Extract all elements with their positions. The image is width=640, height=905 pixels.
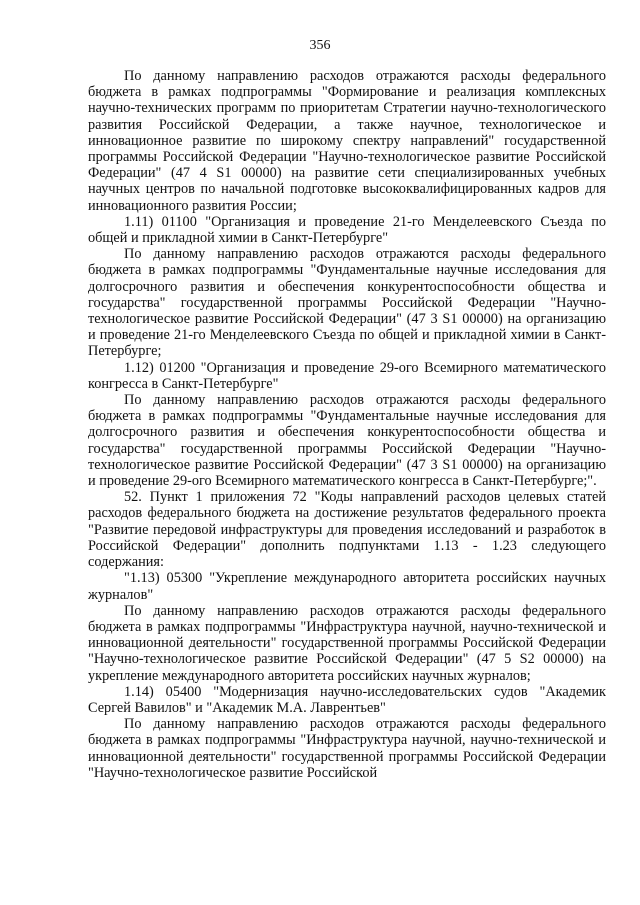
paragraph-expense-description-3: По данному направлению расходов отражаются расходы федерального бюджета в рамках подпрограммы "Фундаментальные научные исследования для долгосрочного развития и обеспечения конкурентоспособности общества и государства" государственной программы Российской Федерации "Научно-технологическое развитие Российской Федерации" (47 3 S1 00000) на организацию и проведение 29-ого Всемирного математического конгресса в Санкт-Петербурге;". [88,392,606,490]
subitem-1-12-heading: 1.12) 01200 "Организация и проведение 29-ого Всемирного математического конгресса в Санкт-Петербурге" [88,359,606,392]
page-number: 356 [309,38,331,53]
paragraph-expense-description-2: По данному направлению расходов отражаются расходы федерального бюджета в рамках подпрограммы "Фундаментальные научные исследования для долгосрочного развития и обеспечения конкурентоспособности общества и государства" государственной программы Российской Федерации "Научно-технологическое развитие Российской Федерации" (47 3 S1 00000) на организацию и проведение 21-го Менделеевского Съезда по общей и прикладной химии в Санкт-Петербурге; [88,246,606,360]
document-body [88,68,606,781]
subitem-1-14-heading: 1.14) 05400 "Модернизация научно-исследовательских судов "Академик Сергей Вавилов" и "Академик М.А. Лаврентьев" [88,683,606,716]
subitem-1-13-heading: "1.13) 05300 "Укрепление международного авторитета российских научных журналов" [88,570,606,603]
paragraph-expense-description-1: По данному направлению расходов отражаются расходы федерального бюджета в рамках подпрограммы "Формирование и реализация комплексных научно-технических программ по приоритетам Стратегии научно-технологического развития Российской Федерации, а также научное, технологическое и инновационное развитие по широкому спектру направлений" государственной программы Российской Федерации "Научно-технологическое развитие Российской Федерации" (47 4 S1 00000) на развитие сети специализированных учебных научных центров по начальной подготовке высококвалифицированных кадров для инновационного развития России; [88,68,606,214]
paragraph-expense-description-4: По данному направлению расходов отражаются расходы федерального бюджета в рамках подпрограммы "Инфраструктура научной, научно-технической и инновационной деятельности" государственной программы Российской Федерации "Научно-технологическое развитие Российской Федерации" (47 5 S2 00000) на укрепление международного авторитета российских научных журналов; [88,602,606,684]
paragraph-expense-description-5: По данному направлению расходов отражаются расходы федерального бюджета в рамках подпрограммы "Инфраструктура научной, научно-технической и инновационной деятельности" государственной программы Российской Федерации "Научно-технологическое развитие Российской [88,716,606,781]
subitem-1-11-heading: 1.11) 01100 "Организация и проведение 21-го Менделеевского Съезда по общей и прикладной химии в Санкт-Петербурге" [88,213,606,247]
item-52-amendment: 52. Пункт 1 приложения 72 "Коды направлений расходов целевых статей расходов федерального бюджета на достижение результатов федерального проекта "Развитие передовой инфраструктуры для проведения исследований и разработок в Российской Федерации" дополнить подпунктами 1.13 - 1.23 следующего содержания: [88,489,606,571]
